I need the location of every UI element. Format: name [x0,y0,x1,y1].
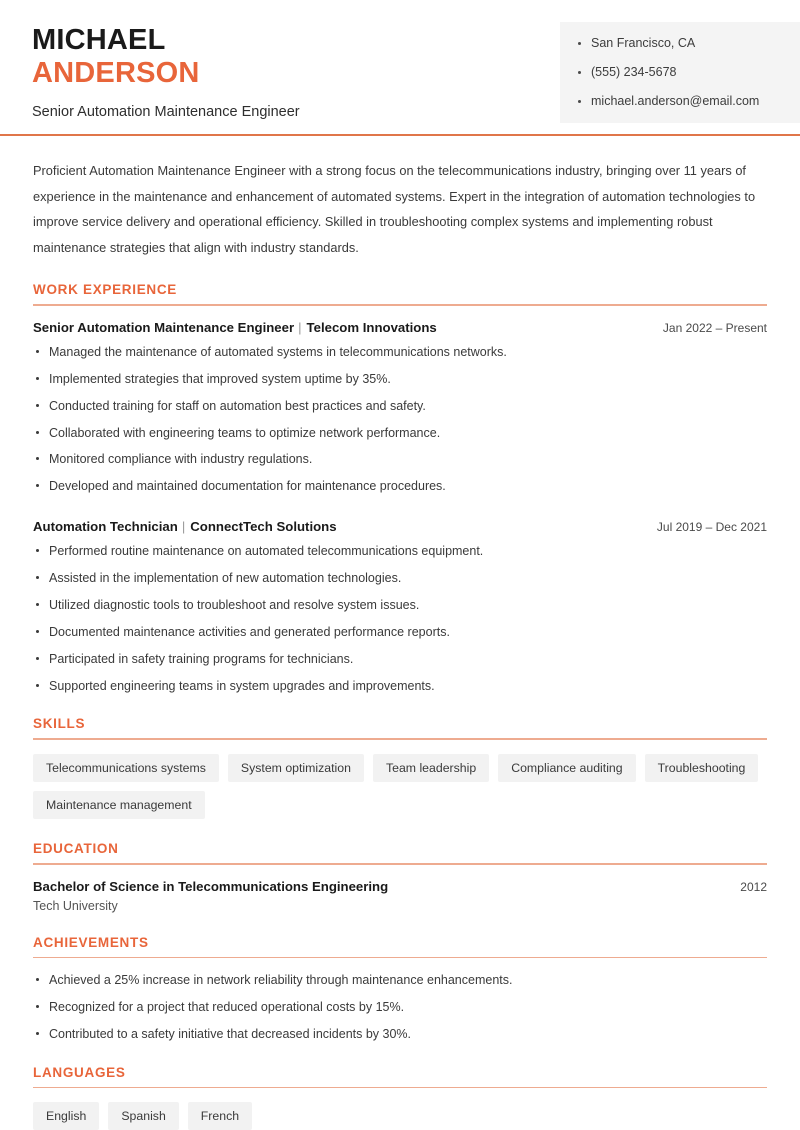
section-languages [33,1065,767,1130]
achievements-bullets [33,972,767,1043]
list-item: Participated in safety training programs for technicians. [33,651,767,668]
language-tag: French [188,1102,252,1130]
section-rule-work-experience [33,304,767,306]
list-item: Implemented strategies that improved system uptime by 35%. [33,371,767,388]
list-item: Developed and maintained documentation for maintenance procedures. [33,478,767,495]
last-name: ANDERSON [32,57,200,90]
skill-tag: System optimization [228,754,364,782]
work-entry [33,320,767,495]
work-company: ConnectTech Solutions [190,519,337,535]
contact-email[interactable]: michael.anderson@email.com [578,94,800,109]
work-company: Telecom Innovations [306,319,437,335]
contact-box [560,22,800,123]
section-rule-achievements [33,957,767,959]
work-entry-bullets [33,543,767,694]
list-item: Monitored compliance with industry regulations. [33,451,767,468]
work-entry-header [33,519,767,534]
section-title-skills: SKILLS [33,716,86,732]
skill-tag: Team leadership [373,754,489,782]
title-separator: | [298,319,302,335]
education-school: Tech University [33,898,118,913]
list-item: Supported engineering teams in system upgrades and improvements. [33,678,767,695]
header-divider [0,134,800,136]
list-item: Collaborated with engineering teams to optimize network performance. [33,425,767,442]
list-item: Documented maintenance activities and generated performance reports. [33,624,767,641]
list-item: Assisted in the implementation of new automation technologies. [33,570,767,587]
section-title-achievements: ACHIEVEMENTS [33,934,149,950]
skills-tag-list [33,754,767,819]
section-work-experience [33,282,767,694]
name-first-line [32,24,300,57]
language-tag: Spanish [108,1102,178,1130]
languages-tag-list [33,1102,767,1130]
contact-list [578,36,800,109]
resume-body [0,158,800,1130]
skill-tag: Compliance auditing [498,754,635,782]
section-education [33,841,767,913]
section-skills [33,716,767,819]
identity-block [0,0,300,120]
education-degree: Bachelor of Science in Telecommunications Engineering [33,878,389,894]
list-item: Contributed to a safety initiative that decreased incidents by 30%. [33,1026,767,1043]
work-role: Senior Automation Maintenance Engineer [33,319,295,335]
skill-tag: Maintenance management [33,791,205,819]
section-rule-languages [33,1087,767,1089]
list-item: Recognized for a project that reduced operational costs by 15%. [33,999,767,1016]
work-entry-header [33,320,767,335]
work-entry [33,519,767,694]
professional-summary: Proficient Automation Maintenance Engineer with a strong focus on the telecommunications industry, bringing over 11 years of experience in the maintenance and enhancement of automated systems. Expert in the integration of automation technologies to improve service delivery and operational efficiency. Skilled in troubleshooting complex systems and implementing robust maintenance strategies that align with industry standards. [33,163,756,255]
skill-tag: Telecommunications systems [33,754,219,782]
work-role: Automation Technician [33,519,178,535]
first-name: MICHAEL [32,24,166,56]
work-entry-date: Jul 2019 – Dec 2021 [656,520,767,535]
job-headline: Senior Automation Maintenance Engineer [32,103,300,120]
contact-location: San Francisco, CA [578,36,800,51]
work-entry-title [33,519,337,534]
work-entry-title [33,320,437,335]
work-entry-date: Jan 2022 – Present [662,320,767,335]
list-item: Conducted training for staff on automation best practices and safety. [33,398,767,415]
section-title-languages: LANGUAGES [33,1064,126,1080]
section-rule-skills [33,738,767,740]
work-entry-bullets [33,344,767,495]
language-tag: English [33,1102,99,1130]
section-rule-education [33,863,767,865]
section-title-work-experience: WORK EXPERIENCE [33,282,178,298]
contact-phone[interactable]: (555) 234-5678 [578,65,800,80]
title-separator: | [181,519,186,535]
list-item: Utilized diagnostic tools to troubleshoot and resolve system issues. [33,597,767,614]
skill-tag: Troubleshooting [645,754,759,782]
education-entry [33,879,767,913]
list-item: Managed the maintenance of automated systems in telecommunications networks. [33,344,767,361]
resume-header [0,0,800,136]
section-achievements [33,935,767,1043]
education-year: 2012 [740,879,767,894]
education-entry-header [33,879,767,894]
list-item: Performed routine maintenance on automated telecommunications equipment. [33,543,767,560]
list-item: Achieved a 25% increase in network reliability through maintenance enhancements. [33,972,767,989]
section-title-education: EDUCATION [33,841,119,857]
name-last-line [32,57,300,90]
